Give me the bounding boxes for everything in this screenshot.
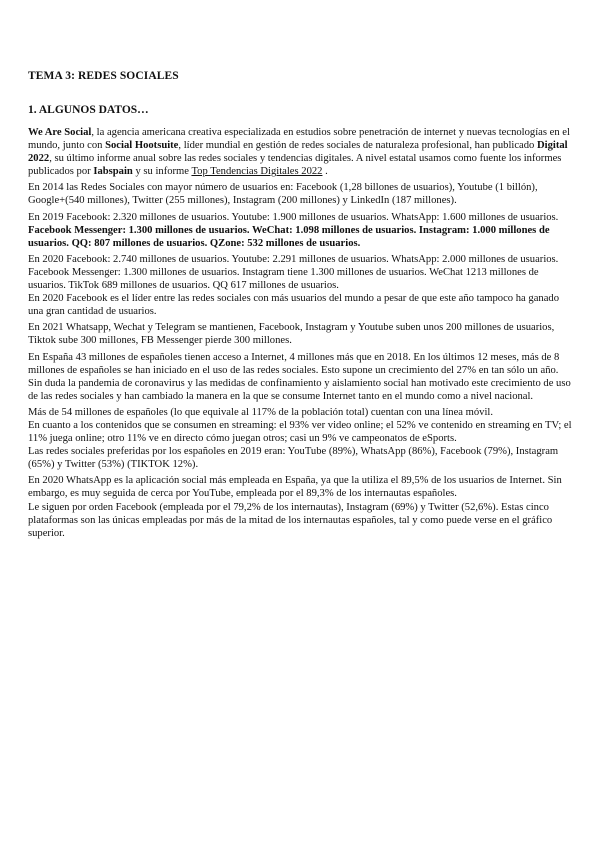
paragraph-mobile-lines: Más de 54 millones de españoles (lo que equivale al 117% de la población total) cuentan con una línea móvil. bbox=[28, 406, 494, 418]
intro-text-2: , líder mundial en gestión de redes sociales de naturaleza profesional, han publicado bbox=[178, 140, 537, 152]
paragraph-whatsapp-2020: En 2020 WhatsApp es la aplicación social más empleada en España, ya que la utiliza el 89,5% de los usuarios de Internet. Sin embargo, es muy seguida de cerca por YouTube, empleada por el 89,3% de los internautas españoles. bbox=[28, 475, 562, 500]
paragraph-2019 bbox=[28, 211, 572, 250]
intro-text-4: y su informe bbox=[132, 166, 192, 178]
paragraph-preferred-2019: Las redes sociales preferidas por los españoles en 2019 eran: YouTube (89%), WhatsApp (86%), Facebook (79%), Instagram (65%) y Twitter (53%) (TIKTOK 12%). bbox=[28, 446, 559, 471]
intro-text-3: , su último informe anual sobre las redes sociales y tendencias digitales. A nivel estatal usamos como fuente los informes publicados por bbox=[28, 153, 562, 178]
text-2019-bold: Facebook Messenger: 1.300 millones de usuarios. WeChat: 1.098 millones de usuarios. Instagram: 1.000 millones de usuarios. QQ: 807 millones de usuarios. QZone: 532 millones de usuarios. bbox=[28, 224, 550, 249]
paragraph-ranking: Le siguen por orden Facebook (empleada por el 79,2% de los internautas), Instagram (69%) y Twitter (52,6%). Estas cinco plataformas son las únicas empleadas por más de la mitad de los internautas españoles, tal y como puede verse en el gráfico superior. bbox=[28, 501, 553, 539]
paragraph-2021: En 2021 Whatsapp, Wechat y Telegram se mantienen, Facebook, Instagram y Youtube suben unos 200 millones de usuarios, Tiktok sube 300 millones, FB Messenger pierde 300 millones. bbox=[28, 322, 555, 347]
top-tendencias-link[interactable]: Top Tendencias Digitales 2022 bbox=[191, 166, 323, 178]
section-title: 1. ALGUNOS DATOS… bbox=[28, 104, 149, 116]
paragraph-intro bbox=[28, 126, 572, 178]
digital-2022-bold: Digital 2022 bbox=[28, 140, 568, 165]
paragraph-spain-internet: En España 43 millones de españoles tienen acceso a Internet, 4 millones más que en 2018. En los últimos 12 meses, más de 8 millones de españoles se han iniciado en el uso de las redes sociales. Esto supone un crecimiento del 27% en tan sólo un año. Sin duda la pandemia de coronavirus y las medidas de confinamiento y aislamiento social han motivado este crecimiento de uso de las redes sociales y han cambiado la manera en la que se consume Internet tanto en el mundo como a nivel nacional. bbox=[28, 351, 571, 402]
paragraph-streaming: En cuanto a los contenidos que se consumen en streaming: el 93% ver video online; el 52% ve contenido en streaming en TV; el 11% juega online; otro 11% ve en directo cómo juegan otros; casi un 9% ve campeonatos de eSports. bbox=[28, 419, 572, 445]
paragraph-2014: En 2014 las Redes Sociales con mayor número de usuarios en: Facebook (1,28 billones de usuarios), Youtube (1 billón), Google+(540 millones), Twitter (255 millones), Instagram (200 millones) y LinkedIn (187 millones). bbox=[28, 182, 538, 207]
iabspain-bold: Iabspain bbox=[93, 166, 133, 178]
we-are-social-bold: We Are Social bbox=[28, 127, 92, 138]
social-hootsuite-bold: Social Hootsuite bbox=[105, 140, 179, 152]
text-2019: En 2019 Facebook: 2.320 millones de usuarios. Youtube: 1.900 millones de usuarios. WhatsApp: 1.600 millones de usuarios. bbox=[28, 211, 559, 223]
intro-text-1: , la agencia americana creativa especializada en estudios sobre penetración de internet y nuevas tecnologías en el mundo, junto con bbox=[28, 127, 570, 152]
topic-title: TEMA 3: REDES SOCIALES bbox=[28, 70, 179, 82]
intro-text-5: . bbox=[322, 166, 328, 178]
paragraph-2020-users: En 2020 Facebook: 2.740 millones de usuarios. Youtube: 2.291 millones de usuarios. WhatsApp: 2.000 millones de usuarios. Facebook Messenger: 1.300 millones de usuarios. Instagram tiene 1.300 millones de usuarios. WeChat 1213 millones de usuarios. TikTok 689 millones de usuarios. QQ 617 millones de usuarios. bbox=[28, 253, 559, 292]
paragraph-2020-facebook: En 2020 Facebook es el líder entre las redes sociales con más usuarios del mundo a pesar de que este año tampoco ha ganado una gran cantidad de usuarios. bbox=[28, 293, 559, 318]
